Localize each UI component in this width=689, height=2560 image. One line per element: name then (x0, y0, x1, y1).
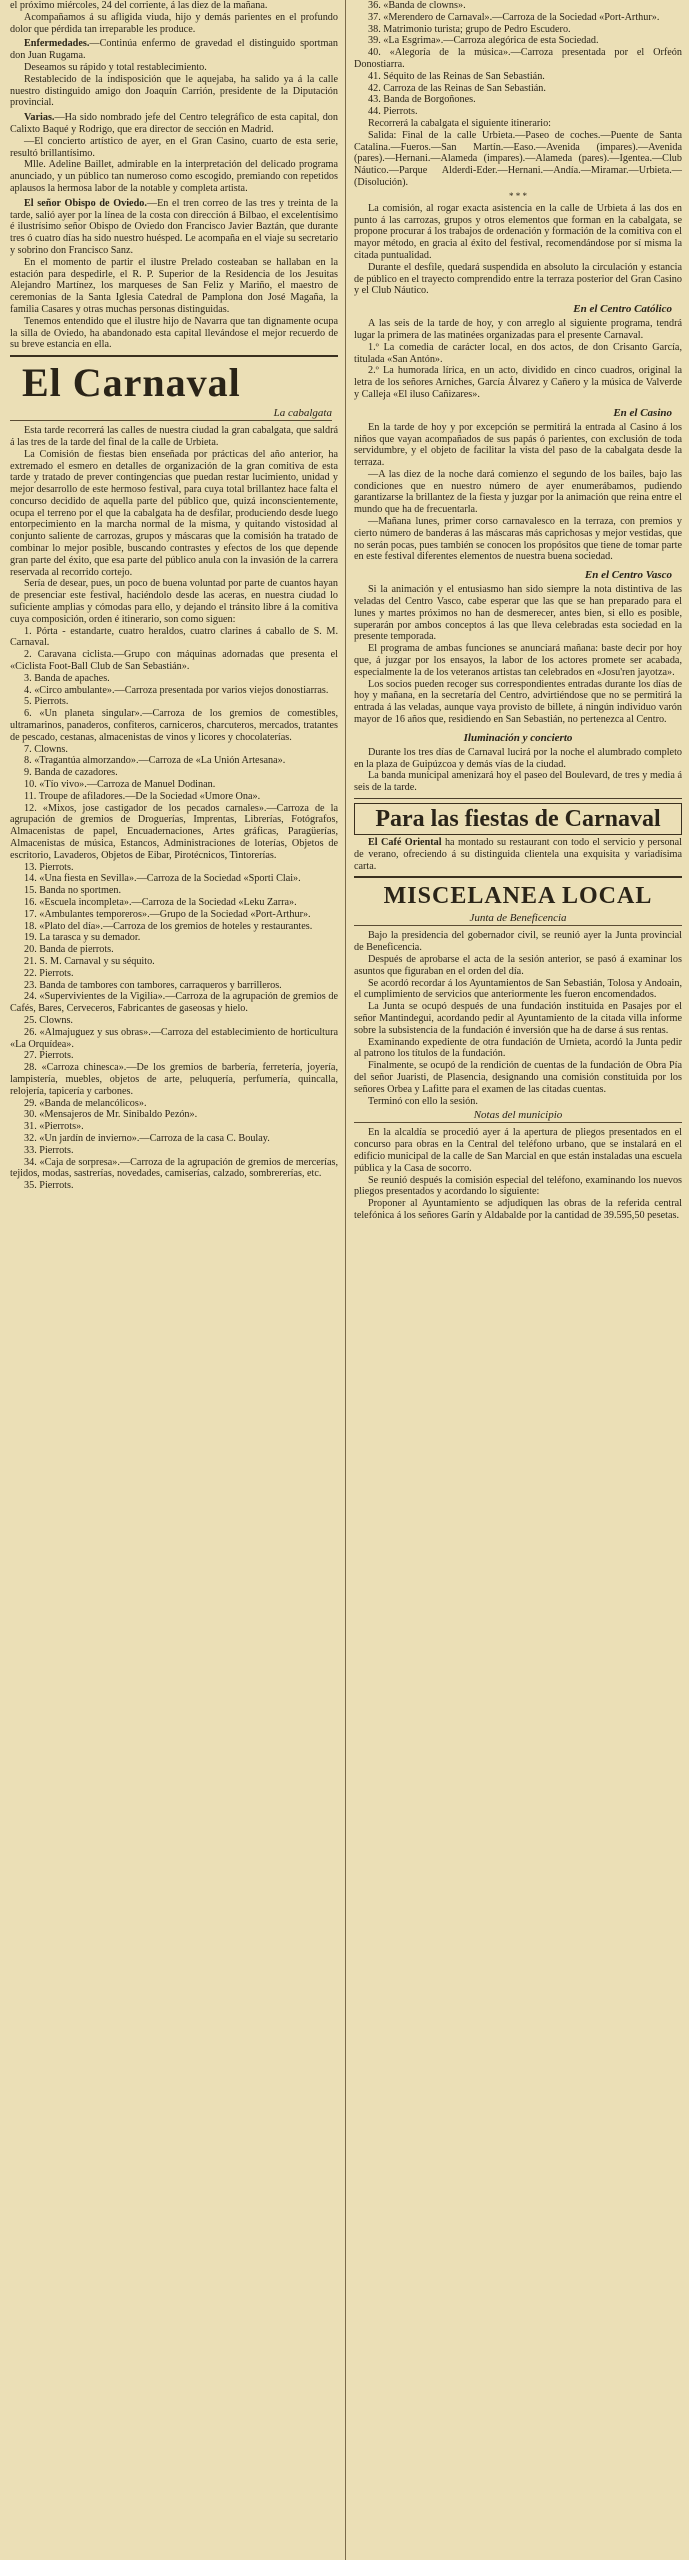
casino-children: En la tarde de hoy y por excepción se permitirá la entrada al Casino á los niños que vayan acompañados de sus papás ó parientes, con exclusión de toda servidumbre, y el objeto de facilitar la vista del paso de la cabalgata desde la terraza. (354, 421, 682, 469)
procession-item: 5. Pierrots. (24, 696, 69, 708)
recovery-wish: Deseamos su rápido y total restablecimiento. (24, 61, 207, 73)
vasco-intro: Si la animación y el entusiasmo han sido siempre la nota distintiva de las veladas del Centro Vasco, cabe esperar que las que se han preparado para el lunes y martes próximos no han de desmerecer, antes bien, si ello es posible, superarán por ambos conceptos á las que lleva celebradas esta sociedad en la presente temporada. (354, 584, 682, 643)
procession-item: 10. «Tío vivo».—Carroza de Manuel Dodinan. (24, 779, 216, 791)
junta-acta: Después de aprobarse el acta de la sesión anterior, se pasó á examinar los asuntos que figuraban en el orden del día. (354, 954, 682, 977)
illness-lead: Enfermedades. (24, 38, 90, 50)
procession-item: 29. «Banda de melancólicos». (24, 1097, 147, 1109)
procession-list (10, 626, 338, 1192)
procession-item: 20. Banda de pierrots. (24, 944, 114, 956)
procession-item: 27. Pierrots. (24, 1050, 74, 1062)
miscelanea-title: MISCELANEA LOCAL (383, 883, 653, 910)
cabalgata-intro: Esta tarde recorrerá las calles de nuestra ciudad la gran cabalgata, que saldrá á las tres de la tarde del final de la calle de Urbieta. (10, 425, 338, 448)
vasco-program: El programa de ambas funciones se anunciará mañana: baste decir por hoy que, á juzgar por los ensayos, la labor de los actores promete ser acabada, especialmente la de los veteranos artistas tan celebrados en «Josu'ren jayotza». (354, 643, 682, 678)
junta-pasajes: La Junta se ocupó después de una fundación instituida en Pasajes por el señor Mantindegui, acordando pedir al Ayuntamiento de la citada villa informe sobre la subsistencia de la fundación é inversión que ha de darse á sus rentas. (354, 1001, 682, 1036)
obituary-tail: el próximo miércoles, 24 del corriente, á las diez de la mañana. (10, 0, 268, 11)
procession-item: 4. «Circo ambulante».—Carroza presentada por varios viejos donostiarras. (24, 684, 329, 696)
casino-corso: —Mañana lunes, primer corso carnavalesco en la terraza, con premios y cierto número de banderas á las máscaras más caprichosas y mejor vestidas, que no serán pocas, pues también se conocen los propósitos que tiene de tomar parte en este festival diferentes elementos de nuestra buena sociedad. (354, 516, 682, 563)
vasco-tickets: Los socios pueden recoger sus correspondientes entradas durante los días de hoy y mañana, en la secretaría del Centro, advirtiéndose que no se permitirá la entrada á las veladas, aunque vaya provisto de billete, á ningún individuo varón mayor de 16 años que, residiendo en San Sebastián, no pertenezca al Centro. (354, 678, 682, 726)
bishop-lead: El señor Obispo de Oviedo. (24, 197, 147, 209)
various-lead: Varias. (24, 112, 55, 124)
procession-item: 21. S. M. Carnaval y su séquito. (24, 955, 155, 967)
illness-item (10, 38, 338, 62)
procession-item: 43. Banda de Borgoñones. (368, 94, 476, 106)
procession-item: 34. «Caja de sorpresa».—Carroza de la agrupación de gremios de mercerías, tejidos, modas, sastrerías, novedades, camiserías, calzado, sombrererías, etc. (10, 1156, 338, 1180)
junta-heading: Junta de Beneficencia (354, 912, 682, 926)
junta-urnieta: Examinando expediente de otra fundación de Urnieta, acordó la Junta pedir al patrono los títulos de la fundación. (354, 1036, 682, 1060)
illumination-heading: Iluminación y concierto (463, 731, 573, 744)
procession-item: 7. Clowns. (24, 743, 68, 755)
recovery-paragraph: Restablecido de la indisposición que le aquejaba, ha salido ya á la calle nuestro distinguido amigo don Joaquín Carrión, presidente de la Diputación provincial. (10, 73, 338, 109)
procession-item: 1. Pórta - estandarte, cuatro heraldos, cuatro clarines á caballo de S. M. Carnaval. (10, 625, 338, 649)
procession-item: 17. «Ambulantes temporeros».—Grupo de la Sociedad «Port-Arthur». (24, 908, 311, 920)
municipio-propuesta: Proponer al Ayuntamiento se adjudiquen las obras de la referida central telefónica á los señores Garín y Aldabalde por la cantidad de 39.595,50 pesetas. (354, 1198, 682, 1221)
procession-item: 12. «Mixos, jose castigador de los pecados carnales».—Carroza de la agrupación de gremios de Droguerías, Imprentas, Librerías, Fotógrafos, Almacenistas de papel, Encuadernaciones, Artes gráficas, Paragüerías, Almacenistas de música, Estancos, Administraciones de loterías, Objetos de escritorio, Lavaderos, Objetos de Eibar, Pirotécnicos, Tintorerías. (10, 802, 338, 861)
commission-request: La comisión, al rogar exacta asistencia en la calle de Urbieta á las dos en punto á las carrozas, grupos y otros elementos que forman en la cabalgata, se propone procurar á los trabajos de ordenación y formación de la comitiva con el mayor método, en gracia al éxito del festival, recomendándose por sí misma la citada puntualidad. (354, 202, 682, 261)
catolico-comedy: 1.º La comedia de carácter local, en dos actos, de don Crisanto García, titulada «San Antón». (354, 341, 682, 365)
itinerary-intro: Recorrerá la cabalgata el siguiente itinerario: (368, 117, 551, 129)
catolico-heading: En el Centro Católico (573, 303, 672, 316)
municipio-comision: Se reunió después la comisión especial del teléfono, examinando los nuevos pliegos presentados y acordando lo siguiente: (354, 1174, 682, 1198)
artist-paragraph: Mlle. Adeline Baillet, admirable en la interpretación del delicado programa anunciado, y un público tan numeroso como escogido, premiando con repetidos aplausos la hermosa labor de la notable y completa artista. (10, 159, 338, 194)
cabalgata-commission: La Comisión de fiestas bien enseñada por prácticas del año anterior, ha extremado el esmero en detalles de organización de la gran comitiva de esta tarde y tratado de prever contingencias que puedan restar lucimiento, unidad y mejor desarrollo de este hermoso festival, para cuya total brillantez hace falta el concurso decidido de aquella parte del público que, quizá inconscientemente, ocupa el terreno por el que la cabalgata ha de desfilar, produciendo desde luego entorpecimiento en la marcha normal de la misma, y quitando vistosidad al conjunto saliente de carrozas, grupos y máscaras que la comisión ha tratado de combinar lo mejor posible, buscando contrastes y efectos de los que depende gran parte del éxito, que esa parte del público anula con la invasión de la carrera reservada al recorrido cortejo. (10, 448, 338, 578)
illumination-text: Durante los tres días de Carnaval lucirá por la noche el alumbrado completo en la plaza de Guipúzcoa y demás vías de la ciudad. (354, 746, 682, 770)
cabalgata-request: Sería de desear, pues, un poco de buena voluntad por parte de cuantos hayan de presenciar este festival, haciéndolo desde las aceras, en nuestra ciudad lo suficiente amplias y cómodas para ello, y dejando el tránsito libre á la comitiva cuya composición, orden é itinerario, son como siguen: (10, 578, 338, 625)
stars-separator: * * * (509, 190, 527, 201)
casino-heading: En el Casino (613, 406, 672, 419)
procession-item: 38. Matrimonio turista; grupo de Pedro Escudero. (368, 23, 571, 35)
column-divider (345, 0, 346, 2560)
procession-item: 32. «Un jardín de invierno».—Carroza de la casa C. Boulay. (24, 1132, 270, 1144)
bishop-departure: En el momento de partir el ilustre Prelado costeaban se hallaban en la estación para despedirle, el R. P. Superior de la Residencia de los Jesuitas Alejandro Martínez, los marqueses de San Feliz y Mariño, el maestro de ceremonias de la Santa Iglesia Catedral de Pamplona don José Magaña, la familia Casares y otras muchas personas distinguidas. (10, 256, 338, 315)
traffic-notice: Durante el desfile, quedará suspendida en absoluto la circulación y estancia de público en el trayecto comprendido entre la terraza posterior del Gran Casino y el Club Náutico. (354, 261, 682, 297)
various-item (10, 112, 338, 136)
procession-list-continued (354, 0, 682, 118)
procession-item: 6. «Un planeta singular».—Carroza de los gremios de comestibles, ultramarinos, panaderos, confiteros, carniceros, charcuteros, mercados, tratantes de pescado, cestanas, almacenistas de vinos y licores y chocolaterías. (10, 708, 338, 743)
right-column (354, 0, 682, 2560)
illness-text: —Continúa enfermo de gravedad el distinguido sportman don Juan Rugama. (10, 38, 338, 62)
procession-item: 39. «La Esgrima».—Carroza alegórica de esta Sociedad. (368, 35, 599, 47)
procession-item: 24. «Supervivientes de la Vigilia».—Carroza de la agrupación de gremios de Cafés, Bares, Cerveceros, Fabricantes de gaseosas y hielo. (10, 991, 338, 1015)
band-text: La banda municipal amenizará hoy el paseo del Boulevard, de tres y media á seis de la tarde. (354, 770, 682, 794)
procession-item: 30. «Mensajeros de Mr. Sinibaldo Pezón». (24, 1109, 198, 1121)
casino-ball: —A las diez de la noche dará comienzo el segundo de los bailes, bajo las condiciones que en nuestro número de ayer enumerábamos, pudiendo garantizarse la brillantez de la fiesta y juzgar por la animación que reina entre el mundo que ha de frecuentarla. (354, 468, 682, 516)
left-column (10, 0, 338, 2560)
fiestas-title: Para las fiestas de Carnaval (354, 803, 682, 835)
procession-item: 16. «Escuela incompleta».—Carroza de la Sociedad «Leku Zarra». (24, 896, 297, 908)
procession-item: 15. Banda no sportmen. (24, 885, 122, 897)
procession-item: 23. Banda de tambores con tambores, carraqueros y barrilleros. (24, 979, 282, 991)
municipio-pliegos: En la alcaldía se procedió ayer á la apertura de pliegos presentados en el concurso para obras en la Central del teléfono urbano, que se instalará en el edificio municipal de la calle de San Marcial en que están instaladas una escuela pública y la Casa de socorro. (354, 1127, 682, 1174)
cafe-oriental-item (354, 837, 682, 872)
junta-end: Terminó con ello la sesión. (368, 1095, 478, 1107)
procession-item: 2. Caravana ciclista.—Grupo con máquinas adornadas que presenta el «Ciclista Foot-Ball Club de San Sebastián». (10, 649, 338, 673)
procession-item: 42. Carroza de las Reinas de San Sebastián. (368, 82, 546, 94)
junta-cuentas: Finalmente, se ocupó de la rendición de cuentas de la fundación de Obra Pía del señor Juaristi, de Plasencia, designando una comisión constituida por los señores Orbea y Lafitte para el examen de las citadas cuentas. (354, 1060, 682, 1095)
procession-item: 19. La tarasca y su demador. (24, 932, 141, 944)
vasco-heading: En el Centro Vasco (584, 569, 672, 582)
procession-item: 14. «Una fiesta en Sevilla».—Carroza de la Sociedad «Sporti Clai». (24, 873, 301, 885)
procession-item: 35. Pierrots. (24, 1180, 74, 1192)
procession-item: 40. «Alegoría de la música».—Carroza presentada por el Orfeón Donostiarra. (354, 47, 682, 70)
procession-item: 28. «Carroza chinesca».—De los gremios de barbería, ferretería, joyería, lampistería, muebles, objetos de arte, peluquería, perfumería, quincalla, relojería, tapicería y carbones. (10, 1062, 338, 1097)
procession-item: 33. Pierrots. (24, 1144, 74, 1156)
junta-intro: Bajo la presidencia del gobernador civil, se reunió ayer la Junta provincial de Beneficencia. (354, 930, 682, 954)
bishop-item (10, 198, 338, 257)
procession-item: 41. Séquito de las Reinas de San Sebastián. (368, 70, 545, 82)
procession-item: 11. Troupe de afiladores.—De la Sociedad «Umore Ona». (24, 790, 261, 802)
procession-item: 13. Pierrots. (24, 861, 74, 873)
procession-item: 8. «Tragantúa almorzando».—Carroza de «La Unión Artesana». (24, 755, 286, 767)
bishop-farewell: Tenemos entendido que el ilustre hijo de Navarra que tan dignamente ocupa la silla de Oviedo, ha abandonado esta capital llevándose el mejor recuerdo de su breve estancia en ella. (10, 315, 338, 351)
procession-item: 22. Pierrots. (24, 967, 74, 979)
cafe-oriental-lead: El Café Oriental (368, 837, 442, 849)
bishop-text: —En el tren correo de las tres y treinta de la tarde, salió ayer por la línea de la costa con dirección á Bilbao, el excelentísimo é ilustrísimo señor Obispo de Oviedo don Francisco Javier Baztán, que durante tres ó cuatro días ha sido nuestro huésped. Le acompaña en el viaje su secretario y sobrino don Francisco Sanz. (10, 197, 338, 256)
procession-item: 18. «Plato del día».—Carroza de los gremios de hoteles y restaurantes. (24, 920, 313, 932)
procession-item: 31. «Pierrots». (24, 1121, 84, 1133)
procession-item: 26. «Almajuguez y sus obras».—Carroza del establecimiento de horticultura «La Orquídea». (10, 1026, 338, 1050)
section-rule (354, 798, 682, 799)
cabalgata-heading: La cabalgata (10, 407, 332, 421)
procession-item: 44. Pierrots. (368, 106, 418, 118)
catolico-humorada: 2.º La humorada lírica, en un acto, dividido en cinco cuadros, original la letra de los señores Arniches, García Álvarez y Cañero y la música de Valverde y Calleja «El iluso Cañizares». (354, 365, 682, 400)
carnaval-title: El Carnaval (22, 360, 241, 406)
section-rule (354, 876, 682, 878)
itinerary-route: Salida: Final de la calle Urbieta.—Paseo de coches.—Puente de Santa Catalina.—Fueros.—San Martín.—Easo.—Avenida (impares).—Avenida (pares).—Hernani.—Alameda (impares).—Alameda (pares).—Igentea.—Club Náutico.—Parque Alderdi-Eder.—Hernani.—Andía.—Miramar.—Urbieta.—(Disolución). (354, 129, 682, 188)
various-text: —Ha sido nombrado jefe del Centro telegráfico de esta capital, don Calixto Baqué y Rodrigo, que era director de sección en Madrid. (10, 112, 338, 135)
procession-item: 37. «Merendero de Carnaval».—Carroza de la Sociedad «Port-Arthur». (368, 11, 660, 23)
procession-item: 25. Clowns. (24, 1014, 73, 1026)
concert-paragraph: —El concierto artístico de ayer, en el Gran Casino, cuarto de esta serie, resultó brillantísimo. (10, 135, 338, 159)
condolence-paragraph: Acompañamos á su afligida viuda, hijo y demás parientes en el profundo dolor que pérdida tan irreparable les produce. (10, 11, 338, 35)
procession-item: 9. Banda de cazadores. (24, 767, 118, 779)
municipio-heading: Notas del municipio (354, 1109, 682, 1123)
cafe-oriental-text: ha montado su restaurant con todo el servicio y personal de verano, ofreciendo á su distinguida clientela una exquisita y variadísima carta. (354, 837, 682, 872)
procession-item: 3. Banda de apaches. (24, 672, 110, 684)
section-rule (10, 355, 338, 357)
procession-item: 36. «Banda de clowns». (368, 0, 466, 11)
junta-ayuntamientos: Se acordó recordar á los Ayuntamientos de San Sebastián, Tolosa y Andoain, el cumplimiento de servicios que anteriormente les fueron encomendados. (354, 977, 682, 1001)
catolico-intro: A las seis de la tarde de hoy, y con arreglo al siguiente programa, tendrá lugar la primera de las matinées organizadas para el presente Carnaval. (354, 318, 682, 341)
